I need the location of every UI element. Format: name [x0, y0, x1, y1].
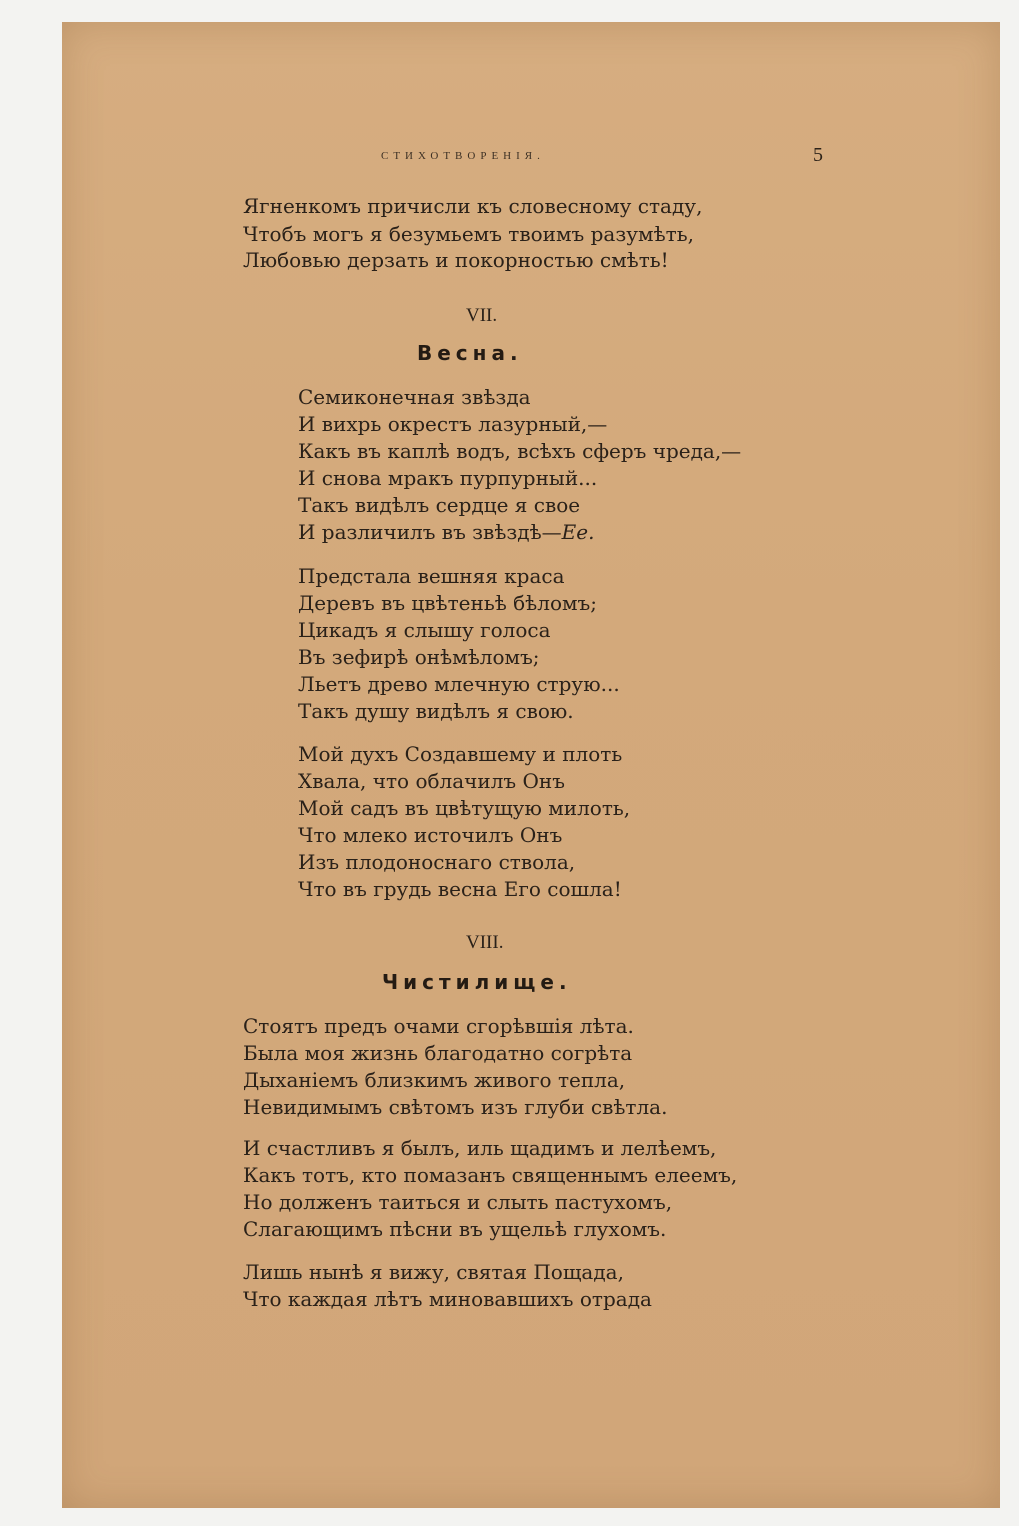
verse-line: Слагающимъ пѣсни въ ущельѣ глухомъ. — [243, 1217, 667, 1241]
verse-line: Чтобъ могъ я безумьемъ твоимъ разумѣть, — [243, 222, 694, 246]
verse-line: Такъ душу видѣлъ я свою. — [298, 699, 574, 723]
verse-line: Ягненкомъ причисли къ словесному стаду, — [243, 194, 703, 218]
verse-line: Невидимымъ свѣтомъ изъ глуби свѣтла. — [243, 1095, 668, 1119]
verse-line: Какъ тотъ, кто помазанъ священнымъ елеемъ, — [243, 1163, 738, 1187]
running-head: СТИХОТВОРЕНІЯ. — [381, 150, 545, 162]
verse-line: И счастливъ я былъ, иль щадимъ и лелѣемъ, — [243, 1136, 717, 1160]
verse-line: Цикадъ я слышу голоса — [298, 618, 551, 642]
verse-line: Любовью дерзать и покорностью смѣть! — [243, 248, 669, 272]
verse-line: Что каждая лѣтъ миновавшихъ отрада — [243, 1287, 652, 1311]
verse-line: Деревъ въ цвѣтеньѣ бѣломъ; — [298, 591, 598, 615]
verse-line: Что млеко источилъ Онъ — [298, 823, 563, 847]
verse-line: Льетъ древо млечную струю... — [298, 672, 620, 696]
poem-title: Весна. — [417, 341, 523, 365]
verse-line: Такъ видѣлъ сердце я свое — [298, 493, 581, 517]
poem-title: Чистилище. — [382, 970, 572, 994]
verse-line: И снова мракъ пурпурный... — [298, 466, 598, 490]
verse-line: Въ зефирѣ онѣмѣломъ; — [298, 645, 540, 669]
verse-line: Была моя жизнь благодатно согрѣта — [243, 1041, 633, 1065]
verse-line: И вихрь окрестъ лазурный,— — [298, 412, 608, 436]
verse-line: Дыханіемъ близкимъ живого тепла, — [243, 1068, 626, 1092]
verse-line: Мой духъ Создавшему и плоть — [298, 742, 623, 766]
verse-line: Хвала, что облачилъ Онъ — [298, 769, 565, 793]
verse-line: Лишь нынѣ я вижу, святая Пощада, — [243, 1260, 624, 1284]
verse-line: Мой садъ въ цвѣтущую милоть, — [298, 796, 631, 820]
italic-word: Ее. — [561, 520, 595, 544]
section-numeral: VIII. — [466, 932, 504, 953]
page-number: 5 — [813, 144, 823, 166]
verse-line: Предстала вешняя краса — [298, 564, 565, 588]
verse-line: Какъ въ каплѣ водъ, всѣхъ сферъ чреда,— — [298, 439, 742, 463]
verse-line: Стоятъ предъ очами сгорѣвшія лѣта. — [243, 1014, 634, 1038]
verse-line: Семиконечная звѣзда — [298, 385, 531, 409]
verse-line: Изъ плодоноснаго ствола, — [298, 850, 576, 874]
verse-line: Что въ грудь весна Его сошла! — [298, 877, 622, 901]
verse-line: Но долженъ таиться и слыть пастухомъ, — [243, 1190, 673, 1214]
verse-line — [298, 519, 594, 545]
verse-text: И различилъ въ звѣздѣ— — [298, 520, 562, 544]
section-numeral: VII. — [466, 305, 498, 326]
